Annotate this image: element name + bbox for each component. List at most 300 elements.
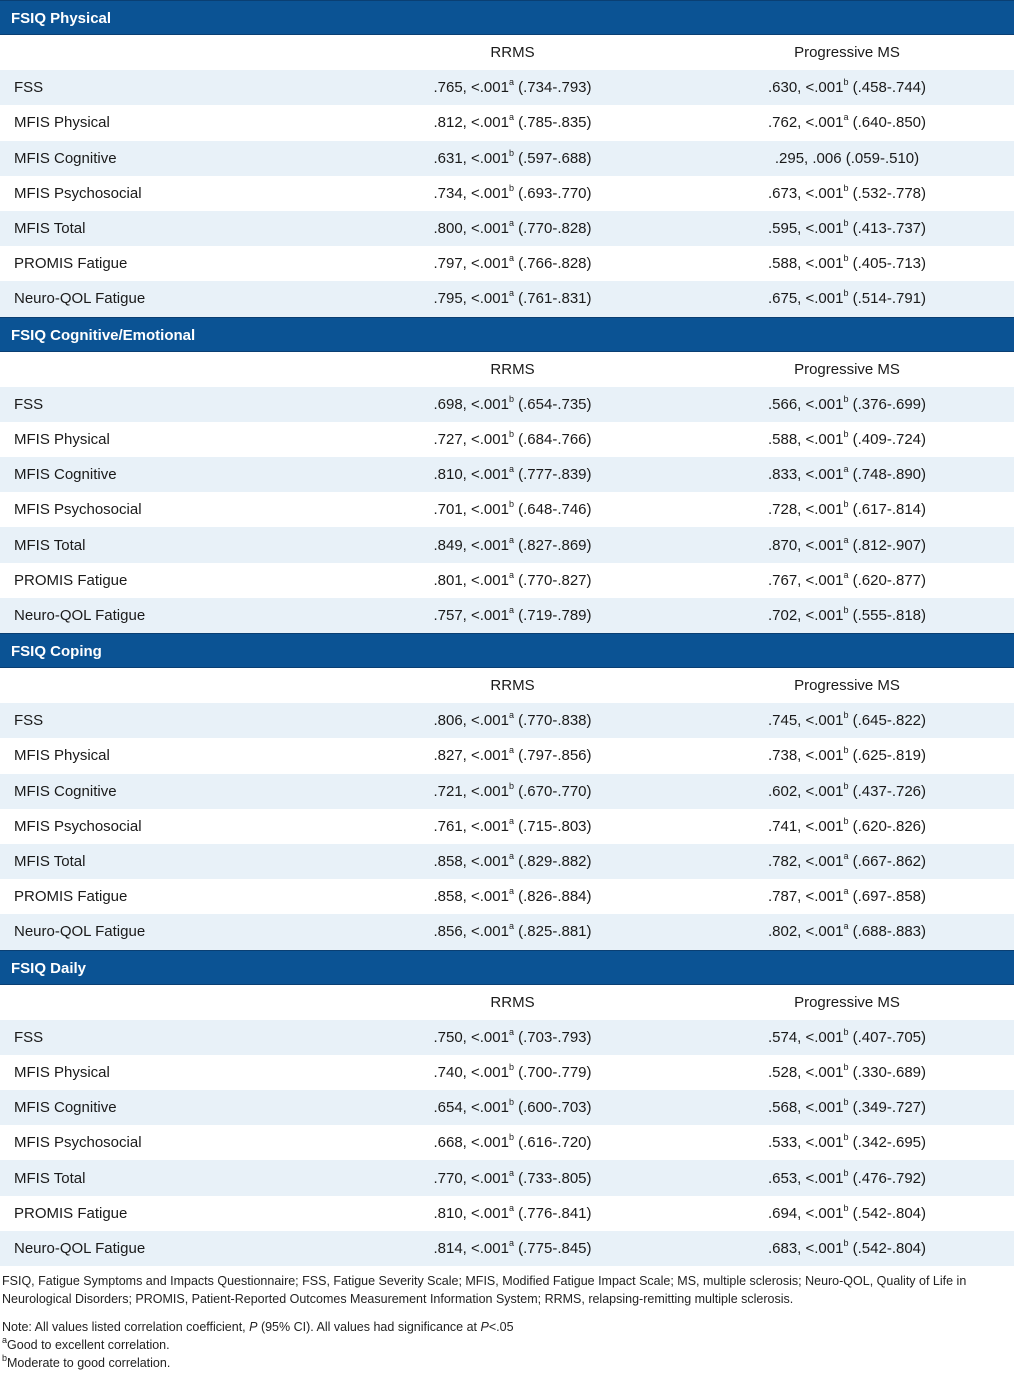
rrms-value <box>345 534 680 554</box>
rrms-value <box>345 888 680 905</box>
confidence-interval: (.715-.803) <box>513 817 592 835</box>
coefficient-p: .630, <.001 <box>767 79 844 97</box>
confidence-interval: (.761-.831) <box>513 290 592 308</box>
measure-name: MFIS Cognitive <box>14 149 117 167</box>
coefficient-p: .870, <.001 <box>767 536 844 554</box>
confidence-interval: (.770-.828) <box>513 220 592 238</box>
progressive-ms-value <box>680 220 1014 237</box>
table-row <box>0 422 1014 457</box>
rrms-value <box>345 147 680 167</box>
coefficient-p: .528, <.001 <box>767 1063 844 1081</box>
correlation-marker: a <box>508 604 514 615</box>
correlation-marker: a <box>508 1026 514 1037</box>
progressive-ms-value <box>680 255 1014 272</box>
confidence-interval: (.620-.826) <box>848 817 927 835</box>
correlation-marker: a <box>843 464 849 475</box>
table-row <box>0 1125 1014 1160</box>
section-title: FSIQ Cognitive/Emotional <box>0 317 1014 352</box>
progressive-ms-value <box>680 815 1014 835</box>
correlation-marker: b <box>843 710 849 721</box>
progressive-ms-value <box>680 747 1014 764</box>
progressive-ms-value <box>680 428 1014 448</box>
confidence-interval: (.376-.699) <box>848 395 927 413</box>
correlation-marker: a <box>843 534 849 545</box>
abbreviations-footnote: FSIQ, Fatigue Symptoms and Impacts Questionnaire; FSS, Fatigue Severity Scale; MFIS, Modified Fatigue Impact Scale; MS, multiple sclerosis; Neuro-QOL, Quality of Life in Neurological Disorders; PROMIS, Patient-Reported Outcomes Measurement Information System; RRMS, relapsing-remitting multiple sclerosis. <box>2 1274 967 1306</box>
coefficient-p: .701, <.001 <box>433 501 509 519</box>
measure-name: MFIS Cognitive <box>14 782 117 800</box>
coefficient-p: .740, <.001 <box>433 1063 509 1081</box>
correlation-marker: a <box>508 886 514 897</box>
coefficient-p: .800, <.001 <box>433 220 509 238</box>
progressive-ms-value <box>680 604 1014 624</box>
coefficient-p: .765, <.001 <box>433 79 509 97</box>
correlation-marker: a <box>508 815 514 826</box>
measure-name: FSS <box>14 395 44 413</box>
rrms-value <box>345 780 680 800</box>
coefficient-p: .858, <.001 <box>433 888 509 906</box>
coefficient-p: .812, <.001 <box>433 114 509 132</box>
rrms-value <box>345 569 680 589</box>
coefficient-p: .734, <.001 <box>433 184 509 202</box>
coefficient-p: .814, <.001 <box>433 1239 509 1257</box>
correlation-marker: a <box>843 921 849 932</box>
correlation-marker: b <box>843 1167 849 1178</box>
confidence-interval: (.616-.720) <box>513 1134 592 1152</box>
table-row <box>0 70 1014 105</box>
coefficient-p: .750, <.001 <box>433 1028 509 1046</box>
rrms-value <box>345 79 680 96</box>
coefficient-p: .698, <.001 <box>433 395 509 413</box>
correlation-marker: b <box>843 253 849 264</box>
rrms-value <box>345 853 680 870</box>
confidence-interval: (.413-.737) <box>848 220 927 238</box>
coefficient-p: .295, .006 <box>774 149 842 167</box>
correlation-marker: b <box>843 77 849 88</box>
rrms-value <box>345 1061 680 1081</box>
measure-name: Neuro-QOL Fatigue <box>14 606 146 624</box>
section-title: FSIQ Physical <box>0 0 1014 35</box>
coefficient-p: .654, <.001 <box>433 1099 509 1117</box>
confidence-interval: (.703-.793) <box>513 1028 592 1046</box>
measure-name: MFIS Total <box>14 536 86 554</box>
coefficient-p: .833, <.001 <box>767 466 844 484</box>
confidence-interval: (.829-.882) <box>513 853 592 871</box>
measure-name: Neuro-QOL Fatigue <box>14 290 146 308</box>
progressive-ms-value <box>680 466 1014 483</box>
coefficient-p: .767, <.001 <box>767 571 844 589</box>
table-row <box>0 1055 1014 1090</box>
column-header-row <box>0 352 1014 387</box>
rrms-value <box>345 501 680 518</box>
correlation-marker: b <box>843 780 849 791</box>
progressive-ms-value <box>680 1167 1014 1187</box>
coefficient-p: .770, <.001 <box>433 1169 509 1187</box>
progressive-ms-value <box>680 780 1014 800</box>
correlation-marker: a <box>508 288 514 299</box>
confidence-interval: (.620-.877) <box>848 571 927 589</box>
table-row <box>0 809 1014 844</box>
rrms-value <box>345 220 680 237</box>
progressive-ms-value <box>680 1099 1014 1116</box>
measure-name: FSS <box>14 79 44 97</box>
rrms-value <box>345 747 680 764</box>
coefficient-p: .683, <.001 <box>767 1239 844 1257</box>
progressive-ms-value <box>680 1202 1014 1222</box>
rrms-value <box>345 1167 680 1187</box>
confidence-interval: (.407-.705) <box>848 1028 927 1046</box>
rrms-value <box>345 290 680 307</box>
measure-name: FSS <box>14 1028 44 1046</box>
table-row <box>0 527 1014 562</box>
confidence-interval: (.770-.838) <box>513 712 592 730</box>
confidence-interval: (.766-.828) <box>513 255 592 273</box>
coefficient-p: .574, <.001 <box>767 1028 844 1046</box>
progressive-ms-value <box>680 114 1014 131</box>
coefficient-p: .827, <.001 <box>433 747 509 765</box>
progressive-ms-value <box>680 182 1014 202</box>
confidence-interval: (.617-.814) <box>848 501 927 519</box>
coefficient-p: .757, <.001 <box>433 606 509 624</box>
coefficient-p: .588, <.001 <box>767 255 844 273</box>
rrms-value <box>345 815 680 835</box>
confidence-interval: (.748-.890) <box>848 466 927 484</box>
column-header-rrms: RRMS <box>490 360 535 378</box>
progressive-ms-value <box>680 923 1014 940</box>
coefficient-p: .673, <.001 <box>767 184 844 202</box>
correlation-marker: b <box>843 499 849 510</box>
progressive-ms-value <box>680 853 1014 870</box>
confidence-interval: (.514-.791) <box>848 290 927 308</box>
column-header-progressive-ms: Progressive MS <box>794 44 900 62</box>
rrms-value <box>345 428 680 448</box>
correlation-marker: b <box>843 288 849 299</box>
correlation-marker: b <box>843 428 849 439</box>
correlation-marker: a <box>508 464 514 475</box>
measure-name: MFIS Psychosocial <box>14 184 142 202</box>
measure-name: MFIS Cognitive <box>14 1099 117 1117</box>
progressive-ms-value <box>680 888 1014 905</box>
measure-name: FSS <box>14 712 44 730</box>
coefficient-p: .694, <.001 <box>767 1204 844 1222</box>
coefficient-p: .806, <.001 <box>433 712 509 730</box>
confidence-interval: (.640-.850) <box>848 114 927 132</box>
measure-name: Neuro-QOL Fatigue <box>14 1239 146 1257</box>
correlation-marker: a <box>843 112 849 123</box>
confidence-interval: (.645-.822) <box>848 712 927 730</box>
coefficient-p: .761, <.001 <box>433 817 509 835</box>
confidence-interval: (.777-.839) <box>513 466 592 484</box>
confidence-interval: (.542-.804) <box>848 1239 927 1257</box>
measure-name: MFIS Total <box>14 853 86 871</box>
correlation-marker: a <box>508 253 514 264</box>
confidence-interval: (.542-.804) <box>848 1204 927 1222</box>
coefficient-p: .802, <.001 <box>767 923 844 941</box>
measure-name: MFIS Psychosocial <box>14 817 142 835</box>
correlation-marker: a <box>843 886 849 897</box>
confidence-interval: (.555-.818) <box>848 606 927 624</box>
correlation-marker: b <box>843 393 849 404</box>
measure-name: MFIS Total <box>14 220 86 238</box>
confidence-interval: (.826-.884) <box>513 888 592 906</box>
measure-name: MFIS Cognitive <box>14 466 117 484</box>
confidence-interval: (.733-.805) <box>513 1169 592 1187</box>
correlation-marker: a <box>508 112 514 123</box>
table-row <box>0 141 1014 176</box>
coefficient-p: .810, <.001 <box>433 1204 509 1222</box>
rrms-value <box>345 1026 680 1046</box>
measure-name: MFIS Physical <box>14 1063 110 1081</box>
correlation-marker: b <box>843 1202 849 1213</box>
coefficient-p: .801, <.001 <box>433 571 509 589</box>
coefficient-p: .668, <.001 <box>433 1134 509 1152</box>
table-row <box>0 105 1014 140</box>
confidence-interval: (.827-.869) <box>513 536 592 554</box>
column-header-row <box>0 668 1014 703</box>
section-title: FSIQ Daily <box>0 950 1014 985</box>
confidence-interval: (.349-.727) <box>848 1099 927 1117</box>
coefficient-p: .782, <.001 <box>767 853 844 871</box>
table-row <box>0 457 1014 492</box>
table-row <box>0 1231 1014 1266</box>
column-header-row <box>0 985 1014 1020</box>
measure-name: PROMIS Fatigue <box>14 888 128 906</box>
confidence-interval: (.532-.778) <box>848 184 927 202</box>
correlation-marker: b <box>843 1132 849 1143</box>
correlation-marker: b <box>843 815 849 826</box>
measure-name: PROMIS Fatigue <box>14 255 128 273</box>
measure-name: MFIS Total <box>14 1169 86 1187</box>
coefficient-p: .797, <.001 <box>433 255 509 273</box>
table-row <box>0 1196 1014 1231</box>
rrms-value <box>345 182 680 202</box>
rrms-value <box>345 1202 680 1222</box>
coefficient-p: .738, <.001 <box>767 747 844 765</box>
table-row <box>0 246 1014 281</box>
correlation-marker: a <box>508 745 514 756</box>
correlation-marker: b <box>508 499 514 510</box>
correlation-marker: a <box>508 1202 514 1213</box>
confidence-interval: (.458-.744) <box>848 79 927 97</box>
progressive-ms-value <box>680 1061 1014 1081</box>
correlation-marker: a <box>508 1237 514 1248</box>
table-section <box>0 633 1014 950</box>
column-header-progressive-ms: Progressive MS <box>794 677 900 695</box>
confidence-interval: (.330-.689) <box>848 1063 927 1081</box>
confidence-interval: (.342-.695) <box>848 1134 927 1152</box>
correlation-marker: a <box>508 534 514 545</box>
confidence-interval: (.600-.703) <box>513 1099 592 1117</box>
progressive-ms-value <box>680 501 1014 518</box>
progressive-ms-value <box>680 393 1014 413</box>
correlation-marker: b <box>843 182 849 193</box>
table-section <box>0 950 1014 1267</box>
rrms-value <box>345 604 680 624</box>
confidence-interval: (.776-.841) <box>513 1204 592 1222</box>
confidence-interval: (.625-.819) <box>848 747 927 765</box>
correlation-marker: b <box>843 604 849 615</box>
rrms-value <box>345 1237 680 1257</box>
table-row <box>0 387 1014 422</box>
confidence-interval: (.693-.770) <box>513 184 592 202</box>
table-section <box>0 317 1014 634</box>
section-title: FSIQ Coping <box>0 633 1014 668</box>
measure-name: MFIS Physical <box>14 114 110 132</box>
table-footnotes <box>0 1266 1014 1372</box>
rrms-value <box>345 255 680 272</box>
coefficient-p: .653, <.001 <box>767 1169 844 1187</box>
coefficient-p: .588, <.001 <box>767 430 844 448</box>
confidence-interval: (.405-.713) <box>848 255 927 273</box>
measure-name: MFIS Psychosocial <box>14 1134 142 1152</box>
column-header-rrms: RRMS <box>490 677 535 695</box>
correlation-marker: a <box>508 77 514 88</box>
confidence-interval: (.697-.858) <box>848 888 927 906</box>
coefficient-p: .721, <.001 <box>433 782 509 800</box>
confidence-interval: (.700-.779) <box>513 1063 592 1081</box>
table-section <box>0 0 1014 317</box>
progressive-ms-value <box>680 569 1014 589</box>
coefficient-p: .675, <.001 <box>767 290 844 308</box>
table-row <box>0 1020 1014 1055</box>
confidence-interval: (.476-.792) <box>848 1169 927 1187</box>
confidence-interval: (.734-.793) <box>513 79 592 97</box>
table-row <box>0 703 1014 738</box>
correlation-marker: b <box>508 1061 514 1072</box>
rrms-value <box>345 1099 680 1116</box>
correlation-marker: b <box>508 1097 514 1108</box>
confidence-interval: (.670-.770) <box>513 782 592 800</box>
column-header-row <box>0 35 1014 70</box>
confidence-interval: (.437-.726) <box>848 782 927 800</box>
confidence-interval: (.688-.883) <box>848 923 927 941</box>
confidence-interval: (.770-.827) <box>513 571 592 589</box>
coefficient-p: .856, <.001 <box>433 923 509 941</box>
measure-name: Neuro-QOL Fatigue <box>14 923 146 941</box>
confidence-interval: (.597-.688) <box>513 149 592 167</box>
correlation-marker: a <box>843 569 849 580</box>
column-header-progressive-ms: Progressive MS <box>794 360 900 378</box>
coefficient-p: .741, <.001 <box>767 817 844 835</box>
correlation-marker: a <box>508 218 514 229</box>
table-row <box>0 211 1014 246</box>
column-header-rrms: RRMS <box>490 993 535 1011</box>
coefficient-p: .745, <.001 <box>767 712 844 730</box>
confidence-interval: (.775-.845) <box>513 1239 592 1257</box>
rrms-value <box>345 1134 680 1151</box>
correlation-marker: b <box>843 1237 849 1248</box>
correlation-marker: b <box>508 147 514 158</box>
table-row <box>0 879 1014 914</box>
measure-name: MFIS Psychosocial <box>14 501 142 519</box>
rrms-value <box>345 114 680 131</box>
correlation-marker: a <box>508 569 514 580</box>
rrms-value <box>345 393 680 413</box>
table-row <box>0 774 1014 809</box>
rrms-value <box>345 466 680 483</box>
coefficient-p: .631, <.001 <box>433 149 509 167</box>
table-row <box>0 176 1014 211</box>
confidence-interval: (.797-.856) <box>513 747 592 765</box>
progressive-ms-value <box>680 1026 1014 1046</box>
progressive-ms-value <box>680 534 1014 554</box>
table-row <box>0 1090 1014 1125</box>
confidence-interval: (.667-.862) <box>848 853 927 871</box>
coefficient-p: .568, <.001 <box>767 1099 844 1117</box>
coefficient-p: .787, <.001 <box>767 888 844 906</box>
correlation-marker: b <box>508 1132 514 1143</box>
column-header-rrms: RRMS <box>490 44 535 62</box>
coefficient-p: .595, <.001 <box>767 220 844 238</box>
table-row <box>0 281 1014 316</box>
coefficient-p: .727, <.001 <box>433 430 509 448</box>
table-row <box>0 492 1014 527</box>
progressive-ms-value <box>680 1134 1014 1151</box>
significance-note: Note: All values listed correlation coefficient, P (95% CI). All values had significance at P<.05 <box>2 1320 514 1334</box>
coefficient-p: .702, <.001 <box>767 606 844 624</box>
correlation-marker: a <box>508 851 514 862</box>
coefficient-p: .602, <.001 <box>767 782 844 800</box>
confidence-interval: (.825-.881) <box>513 923 592 941</box>
column-header-progressive-ms: Progressive MS <box>794 993 900 1011</box>
correlation-marker: b <box>508 393 514 404</box>
measure-name: PROMIS Fatigue <box>14 571 128 589</box>
measure-name: MFIS Physical <box>14 430 110 448</box>
correlation-marker: b <box>843 745 849 756</box>
confidence-interval: (.059-.510) <box>841 149 920 167</box>
correlation-marker: b <box>508 780 514 791</box>
correlation-marker: a <box>508 1167 514 1178</box>
progressive-ms-value <box>680 1237 1014 1257</box>
table-row <box>0 598 1014 633</box>
correlation-marker: b <box>843 1026 849 1037</box>
correlation-marker: a <box>843 851 849 862</box>
coefficient-p: .566, <.001 <box>767 395 844 413</box>
table-row <box>0 563 1014 598</box>
confidence-interval: (.654-.735) <box>513 395 592 413</box>
correlation-marker: b <box>508 182 514 193</box>
coefficient-p: .728, <.001 <box>767 501 844 519</box>
measure-name: PROMIS Fatigue <box>14 1204 128 1222</box>
footnote-b: $^b$Moderate to good correlation. <box>2 1352 171 1370</box>
progressive-ms-value <box>680 79 1014 96</box>
progressive-ms-value <box>680 150 1014 167</box>
progressive-ms-value <box>680 712 1014 729</box>
correlation-marker: b <box>843 1097 849 1108</box>
confidence-interval: (.785-.835) <box>513 114 592 132</box>
correlation-marker: b <box>843 218 849 229</box>
confidence-interval: (.812-.907) <box>848 536 927 554</box>
coefficient-p: .533, <.001 <box>767 1134 844 1152</box>
coefficient-p: .810, <.001 <box>433 466 509 484</box>
confidence-interval: (.648-.746) <box>513 501 592 519</box>
correlation-marker: a <box>508 710 514 721</box>
rrms-value <box>345 712 680 729</box>
confidence-interval: (.684-.766) <box>513 430 592 448</box>
correlation-marker: b <box>508 428 514 439</box>
rrms-value <box>345 923 680 940</box>
coefficient-p: .762, <.001 <box>767 114 844 132</box>
correlation-marker: b <box>843 1061 849 1072</box>
table-row <box>0 738 1014 773</box>
confidence-interval: (.409-.724) <box>848 430 927 448</box>
table-row <box>0 1160 1014 1195</box>
measure-name: MFIS Physical <box>14 747 110 765</box>
correlation-marker: a <box>508 921 514 932</box>
table-row <box>0 844 1014 879</box>
coefficient-p: .849, <.001 <box>433 536 509 554</box>
progressive-ms-value <box>680 290 1014 307</box>
footnote-a: $^a$Good to excellent correlation. <box>2 1334 170 1352</box>
